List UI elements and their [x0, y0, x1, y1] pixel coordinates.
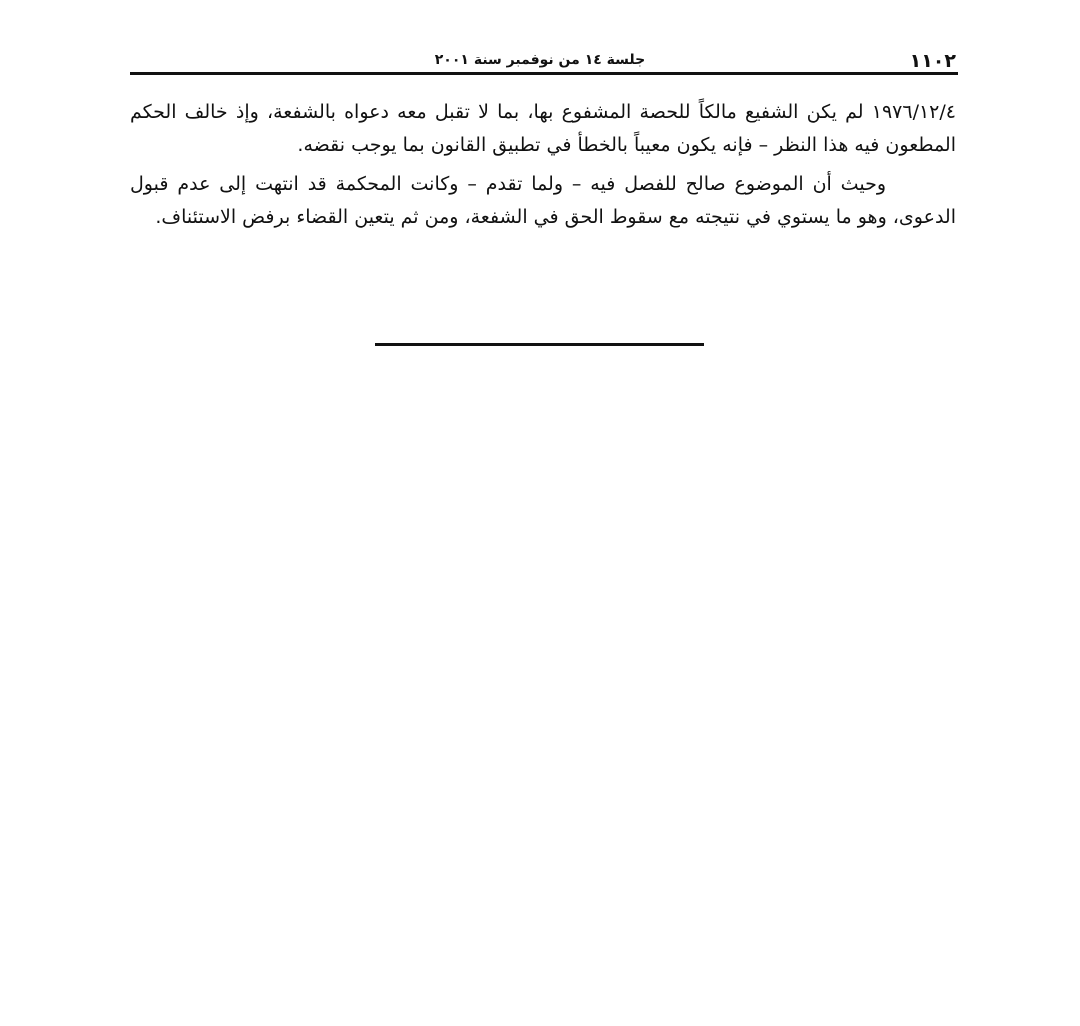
header-divider [130, 72, 958, 75]
end-of-text-divider [375, 343, 704, 346]
document-body [130, 96, 956, 240]
page-number: ١١٠٢ [909, 50, 956, 72]
body-paragraph-1: ١٩٧٦/١٢/٤ لم يكن الشفيع مالكاً للحصة المشفوع بها، بما لا تقبل معه دعواه بالشفعة، وإذ خالف الحكم المطعون فيه هذا النظر – فإنه يكون معيباً بالخطأ في تطبيق القانون بما يوجب نقضه. [130, 101, 956, 156]
body-paragraph-2: وحيث أن الموضوع صالح للفصل فيه – ولما تقدم – وكانت المحكمة قد انتهت إلى عدم قبول الدعوى، وهو ما يستوي في نتيجته مع سقوط الحق في الشفعة، ومن ثم يتعين القضاء برفض الاستئناف. [130, 173, 956, 228]
session-date-header: جلسة ١٤ من نوفمبر سنة ٢٠٠١ [434, 52, 646, 68]
